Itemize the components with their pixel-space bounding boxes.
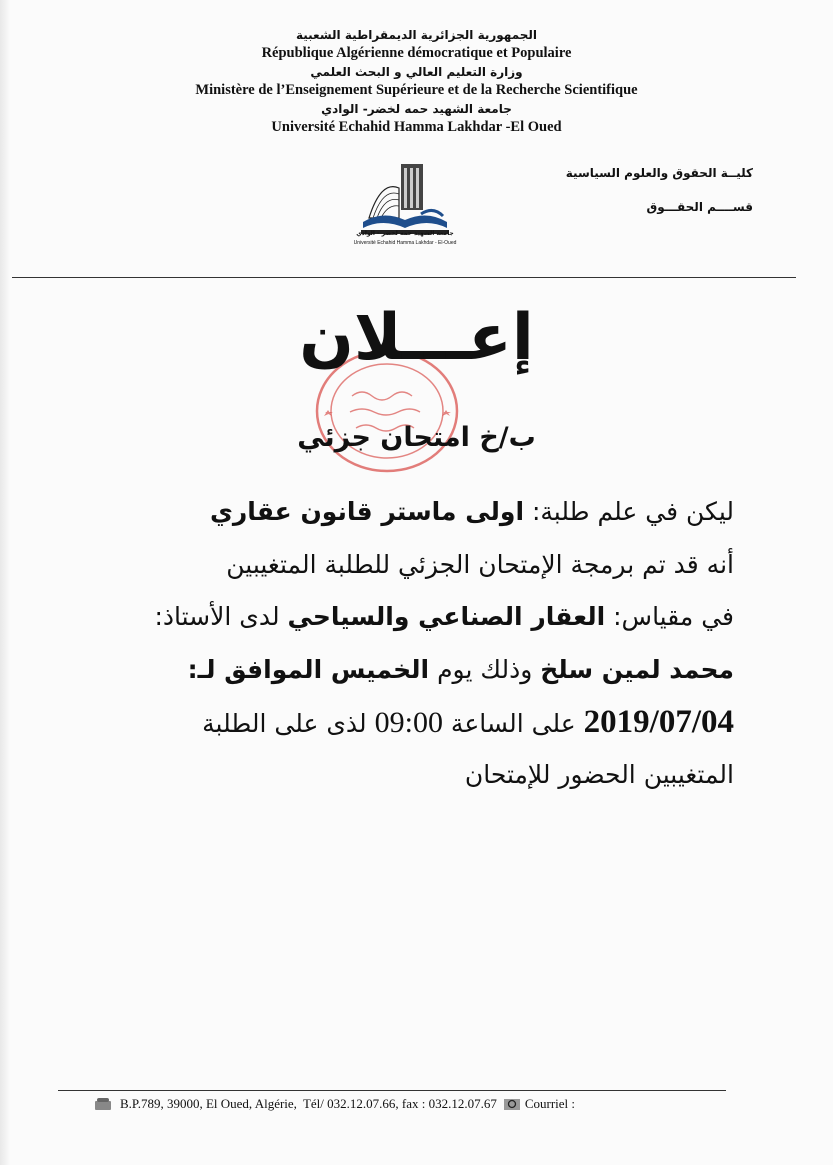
exam-day: الخميس الموافق لـ:: [187, 654, 430, 684]
footer-email-label: Courriel :: [524, 1096, 576, 1111]
logo-caption-fr: Université Echahid Hamma Lakhdar - El-Oued: [353, 240, 457, 246]
page-edge-shadow: [0, 0, 10, 1165]
exam-time: 09:00: [374, 706, 443, 739]
logo-caption-ar: جامعة الشهيد حمه لخضر - الوادي: [356, 230, 454, 237]
exam-date: 2019/07/04: [583, 704, 734, 740]
republic-name-ar: الجمهورية الجزائرية الديمقراطية الشعبية: [295, 28, 538, 42]
target-students: اولى ماستر قانون عقاري: [210, 497, 525, 526]
professor-name: محمد لمين سلخ: [540, 654, 734, 684]
faculty-block: [566, 166, 753, 234]
body-line-2: أنه قد تم برمجة الإمتحان الجزئي للطلبة المتغيبين: [226, 549, 734, 579]
announcement-subtitle: ب/خ امتحان جزئي: [297, 422, 536, 453]
ministry-name-fr: Ministère de l’Enseignement Supérieure et de la Recherche Scientifique: [195, 82, 638, 98]
department-name: قســــم الحقـــوق: [646, 200, 753, 214]
university-name-fr: Université Echahid Hamma Lakhdar -El Oued: [271, 119, 562, 135]
footer-address: B.P.789, 39000, El Oued, Algérie,: [120, 1096, 297, 1111]
body-line-4: محمد لمين سلخ وذلك يوم الخميس الموافق لـ:: [187, 654, 734, 684]
announcement-body: [62, 486, 734, 801]
header-divider: [12, 277, 796, 278]
faculty-name: كليــة الحقوق والعلوم السياسية: [565, 166, 753, 180]
footer-phone-fax: Tél/ 032.12.07.66, fax : 032.12.07.67: [302, 1096, 497, 1111]
letterhead: [0, 26, 833, 137]
body-line-3: في مقياس: العقار الصناعي والسياحي لدى الأستاذ:: [154, 602, 734, 631]
body-line-5: 2019/07/04 على الساعة 09:00 لذى على الطلبة: [202, 704, 734, 740]
module-name: العقار الصناعي والسياحي: [287, 602, 606, 631]
body-line-6: المتغيبين الحضور للإمتحان: [464, 759, 734, 789]
republic-name-fr: République Algérienne démocratique et Populaire: [261, 45, 572, 61]
footer-divider: [58, 1090, 726, 1091]
body-line-1: ليكن في علم طلبة: اولى ماستر قانون عقاري: [210, 497, 734, 526]
email-icon: [503, 1097, 521, 1111]
ministry-name-ar: وزارة التعليم العالي و البحث العلمي: [310, 65, 523, 79]
university-name-ar: جامعة الشهيد حمه لخضر- الوادي: [321, 102, 512, 116]
announcement-title: إعـــلان: [299, 301, 534, 375]
phone-icon: [94, 1097, 112, 1111]
footer-contact: [94, 1096, 794, 1112]
